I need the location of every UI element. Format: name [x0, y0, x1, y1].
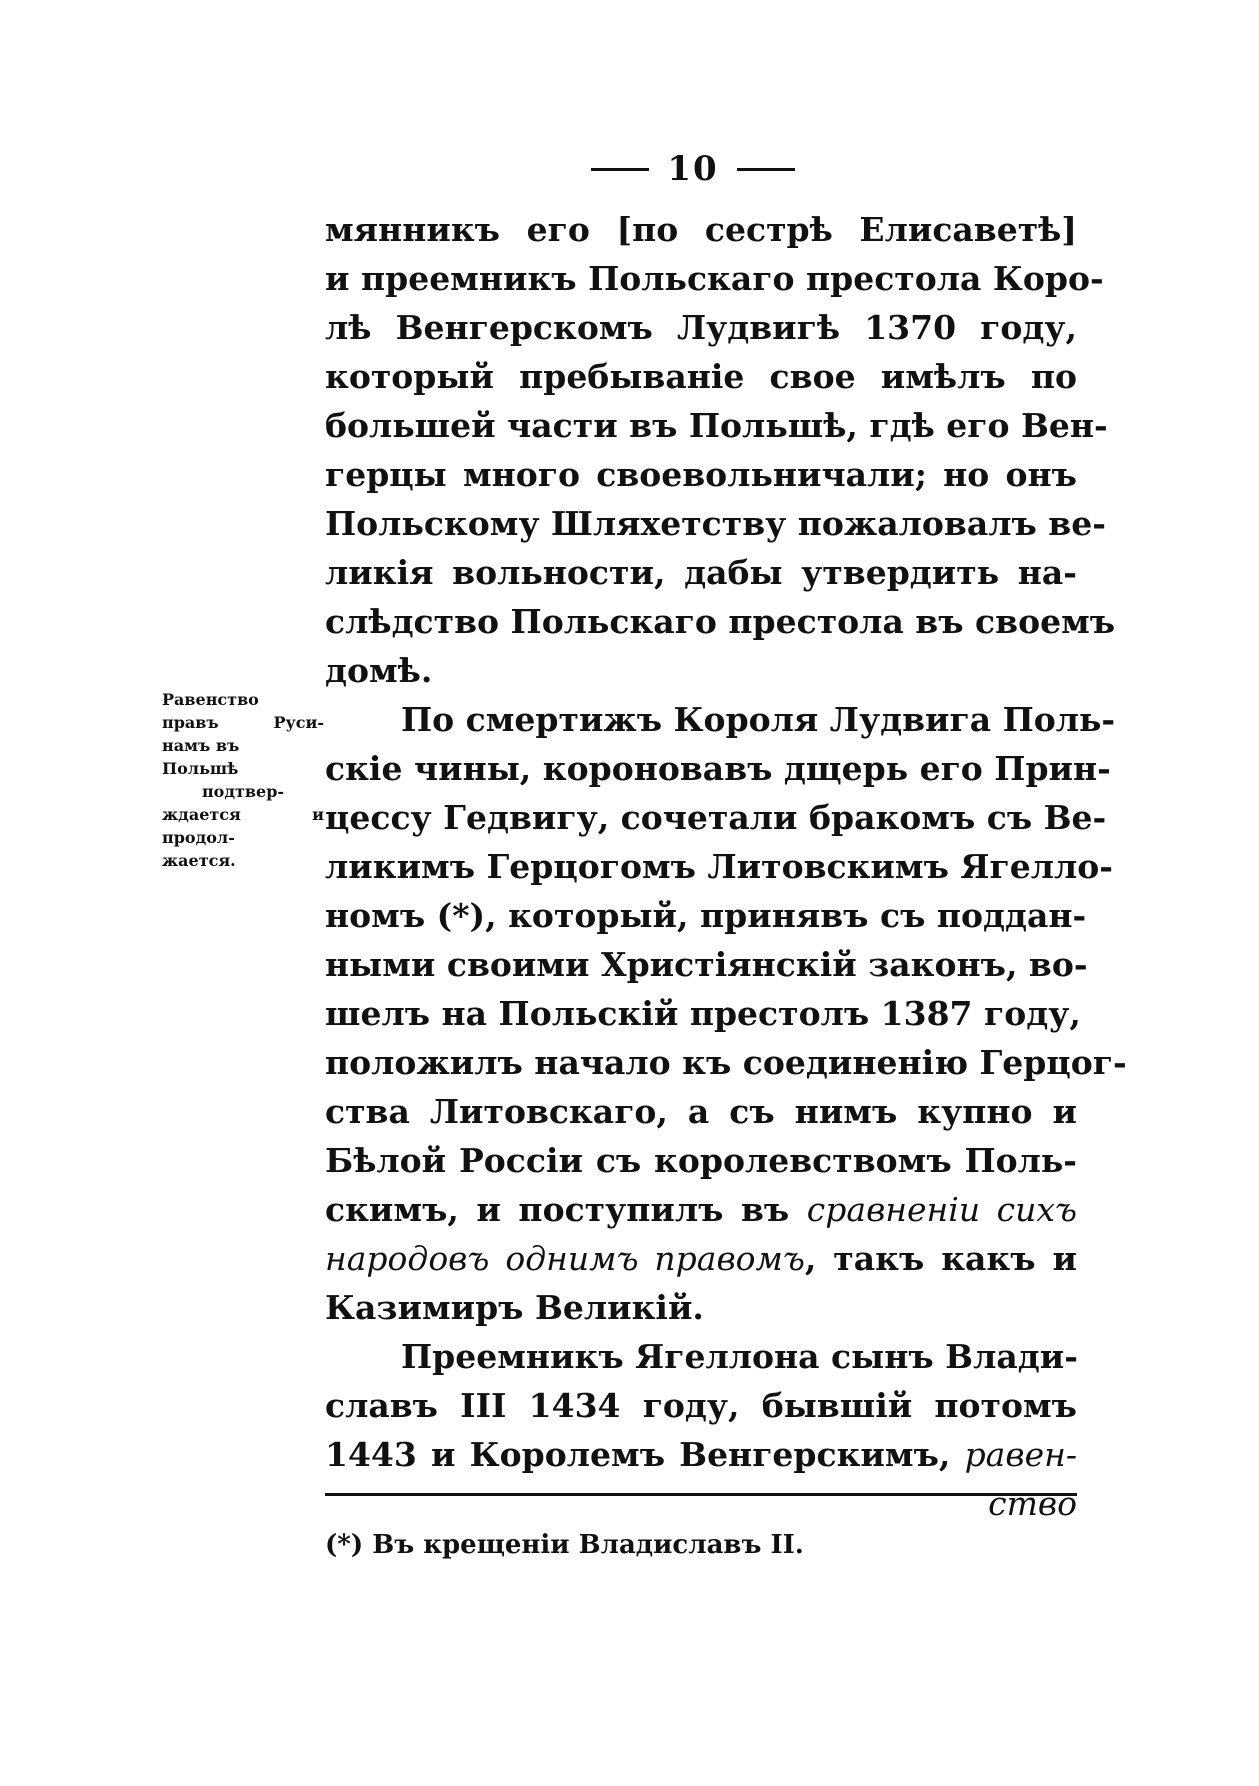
margin-note-line: правъ Руси- — [162, 713, 324, 732]
margin-note-line: подтвер- — [201, 782, 285, 801]
text-line: Преемникъ Ягеллона сынъ Влади- — [401, 1337, 1078, 1376]
text-segment: 1443 и Королемъ Венгерскимъ, — [325, 1435, 951, 1474]
text-line — [325, 1185, 1077, 1234]
text-line: лѣ Венгерскомъ Лудвигѣ 1370 году, — [325, 308, 1077, 347]
text-line: цессу Гедвигу, сочетали бракомъ съ Ве- — [325, 798, 1107, 837]
margin-note-line: Польшѣ — [162, 759, 239, 778]
text-line: шелъ на Польскій престолъ 1387 году, — [325, 994, 1081, 1033]
text-line — [325, 1430, 1077, 1479]
text-line: слѣдство Польскаго престола въ своемъ — [325, 602, 1116, 641]
italic-phrase: сравненіи сихъ — [806, 1190, 1077, 1229]
text-line: ства Литовскаго, а съ нимъ купно и — [325, 1092, 1077, 1131]
text-line: герцы много своевольничали; но онъ — [325, 455, 1077, 494]
text-line: Польскому Шляхетству пожаловалъ ве- — [325, 504, 1106, 543]
text-line: славъ III 1434 году, бывшій потомъ — [325, 1386, 1077, 1425]
text-line: Казимиръ Великій. — [325, 1288, 704, 1327]
text-line: положилъ начало къ соединенію Герцог- — [325, 1043, 1127, 1082]
margin-note — [162, 688, 324, 872]
text-line: домѣ. — [325, 651, 433, 690]
text-line: который пребываніе свое имѣлъ по — [325, 357, 1077, 396]
text-segment: , такъ какъ и — [804, 1239, 1077, 1278]
text-line: ными своими Христіянскій законъ, во- — [325, 945, 1088, 984]
page-header — [573, 146, 813, 192]
margin-note-line: Равенство — [162, 690, 259, 709]
text-line: ликимъ Герцогомъ Литовскимъ Ягелло- — [325, 847, 1113, 886]
margin-note-line: ждается и — [162, 805, 324, 824]
text-line: и преемникъ Польскаго престола Коро- — [325, 259, 1104, 298]
catchword: ство — [988, 1484, 1077, 1523]
text-line — [325, 1234, 1077, 1283]
margin-note-line: жается. — [162, 851, 236, 870]
text-line: номъ (*), который, принявъ съ поддан- — [325, 896, 1087, 935]
margin-note-line: намъ въ — [162, 736, 240, 755]
header-dash-left — [591, 168, 649, 171]
header-dash-right — [737, 168, 795, 171]
main-text — [325, 205, 1127, 1528]
text-line: большей части въ Польшѣ, гдѣ его Вен- — [325, 406, 1108, 445]
text-line: ликія вольности, дабы утвердить на- — [325, 553, 1077, 592]
text-line: По смертижъ Короля Лудвига Поль- — [401, 700, 1116, 739]
footnote-rule — [325, 1493, 1077, 1496]
text-line: мянникъ его [по сестрѣ Елисаветѣ] — [325, 210, 1077, 249]
italic-phrase: народовъ однимъ правомъ — [325, 1239, 805, 1278]
text-line: скіе чины, короновавъ дщерь его Прин- — [325, 749, 1111, 788]
italic-phrase: равен- — [964, 1435, 1077, 1474]
text-line: Бѣлой Россіи съ королевствомъ Поль- — [325, 1141, 1077, 1180]
text-segment: скимъ, и поступилъ въ — [325, 1190, 790, 1229]
margin-note-line: продол- — [162, 828, 235, 847]
page-number: 10 — [667, 149, 719, 189]
footnote: (*) Въ крещеніи Владиславъ II. — [325, 1530, 804, 1560]
